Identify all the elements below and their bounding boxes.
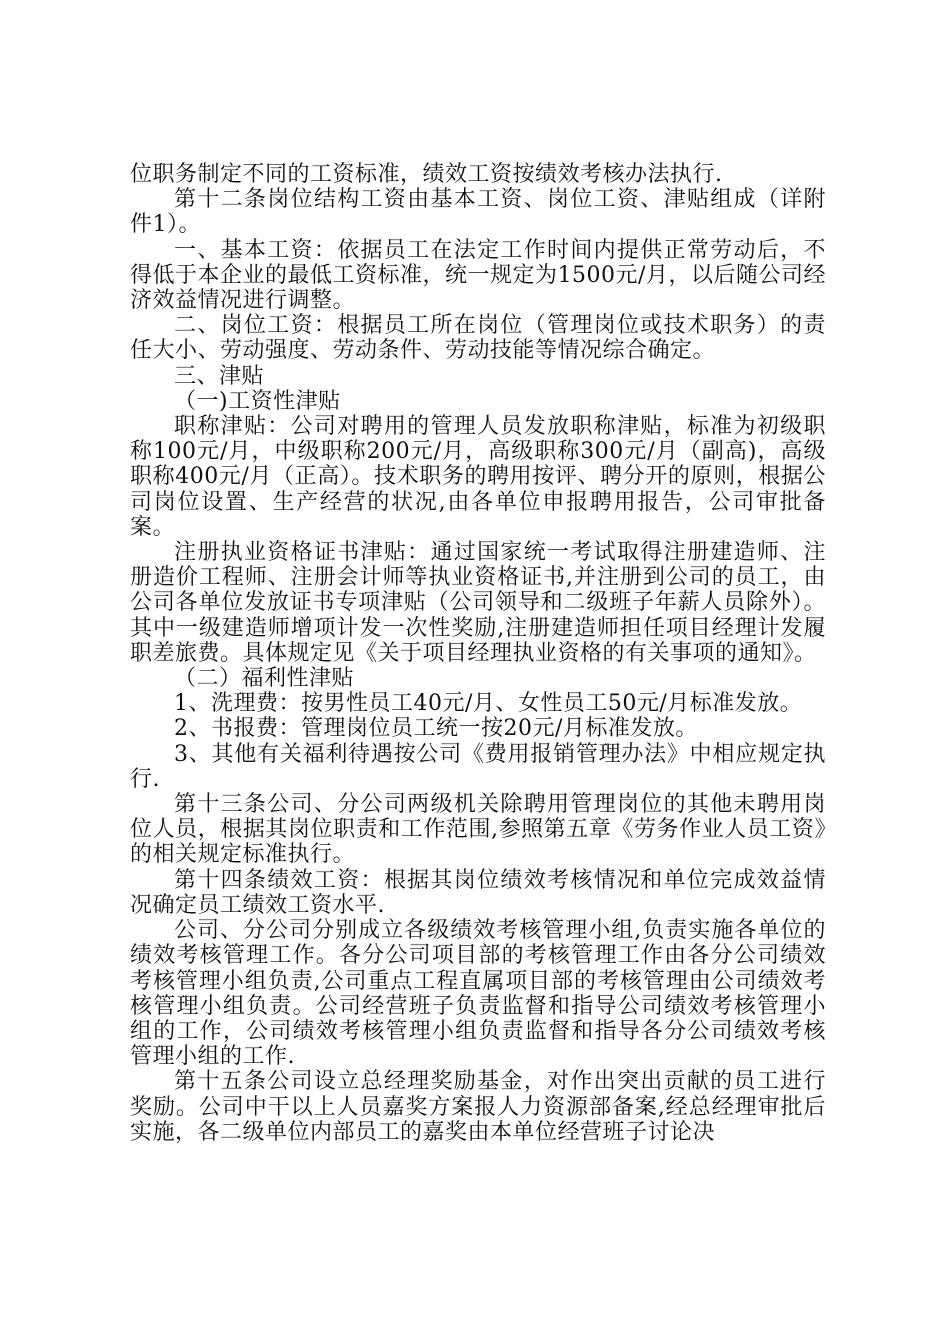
paragraph-title-allowance: 职称津贴：公司对聘用的管理人员发放职称津贴，标准为初级职称100元/月，中级职称200元/月，高级职称300元/月（副高)，高级职称400元/月（正高）。技术职务的聘用按评、聘分开的原则，根据公司岗位设置、生产经营的状况,由各单位申报聘用报告，公司审批备案。 (130, 414, 826, 540)
paragraph-certificate-allowance: 注册执业资格证书津贴：通过国家统一考试取得注册建造师、注册造价工程师、注册会计师等执业资格证书,并注册到公司的员工，由公司各单位发放证书专项津贴（公司领导和二级班子年薪人员除外）。其中一级建造师增项计发一次性奖励,注册建造师担任项目经理计发履职差旅费。具体规定见《关于项目经理执业资格的有关事项的通知》。 (130, 540, 826, 666)
heading-wage-allowance: （一)工资性津贴 (174, 388, 341, 414)
paragraph-newspaper-fee: 2、书报费：管理岗位员工统一按20元/月标准发放。 (174, 716, 698, 742)
paragraph-performance-groups: 公司、分公司分别成立各级绩效考核管理小组,负责实施各单位的绩效考核管理工作。各分公司项目部的考核管理工作由各分公司绩效考核管理小组负责,公司重点工程直属项目部的考核管理由公司绩效考核管理小组负责。公司经营班子负责监督和指导公司绩效考核管理小组的工作，公司绩效考核管理小组负责监督和指导各分公司绩效考核管理小组的工作. (130, 918, 826, 1070)
paragraph-basic-salary: 一、基本工资：依据员工在法定工作时间内提供正常劳动后，不得低于本企业的最低工资标准，统一规定为1500元/月，以后随公司经济效益情况进行调整。 (130, 237, 826, 314)
paragraph-position-salary: 二、岗位工资：根据员工所在岗位（管理岗位或技术职务）的责任大小、劳动强度、劳动条件、劳动技能等情况综合确定。 (130, 313, 826, 364)
paragraph-other-welfare: 3、其他有关福利待遇按公司《费用报销管理办法》中相应规定执行. (130, 741, 826, 792)
paragraph-grooming-fee: 1、洗理费：按男性员工40元/月、女性员工50元/月标准发放。 (174, 691, 803, 717)
paragraph-article-15: 第十五条公司设立总经理奖励基金，对作出突出贡献的员工进行奖励。公司中干以上人员嘉奖方案报人力资源部备案,经总经理审批后实施，各二级单位内部员工的嘉奖由本单位经营班子讨论决 (130, 1069, 826, 1145)
paragraph: 位职务制定不同的工资标准，绩效工资按绩效考核办法执行. (130, 162, 723, 187)
paragraph-article-12: 第十二条岗位结构工资由基本工资、岗位工资、津贴组成（详附件1）。 (130, 187, 826, 238)
heading-allowances: 三、津贴 (174, 363, 265, 389)
heading-welfare-allowance: （二）福利性津贴 (174, 666, 355, 692)
paragraph-article-13: 第十三条公司、分公司两级机关除聘用管理岗位的其他未聘用岗位人员，根据其岗位职责和工作范围,参照第五章《劳务作业人员工资》的相关规定标准执行。 (130, 792, 826, 868)
paragraph-article-14: 第十四条绩效工资：根据其岗位绩效考核情况和单位完成效益情况确定员工绩效工资水平. (130, 867, 826, 918)
document-body (130, 162, 826, 1145)
